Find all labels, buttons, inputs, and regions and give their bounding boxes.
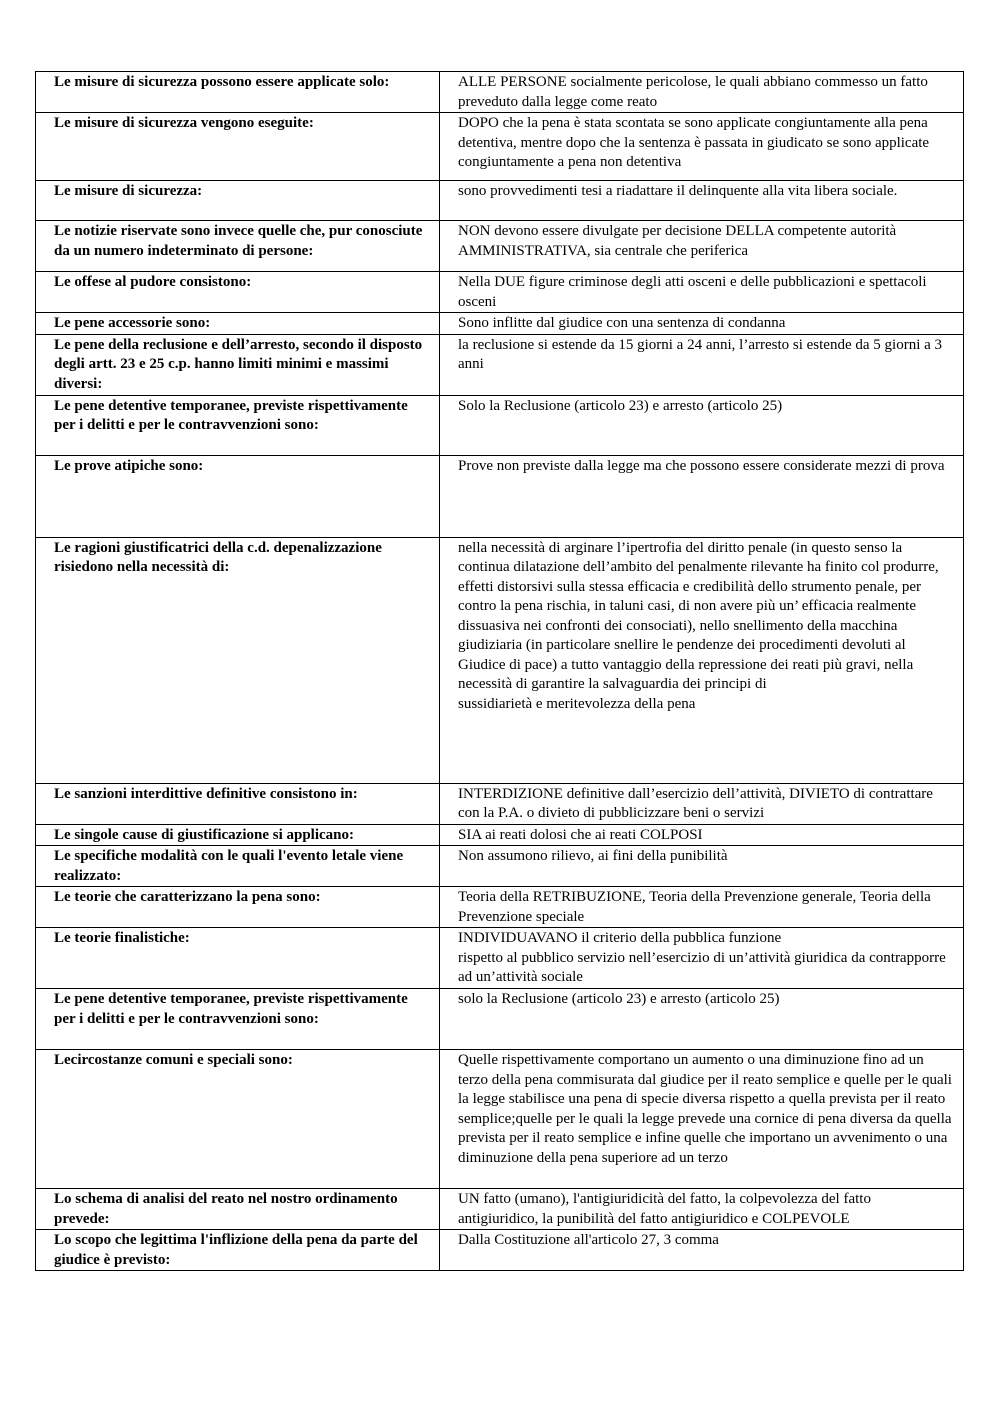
answer-cell: ALLE PERSONE socialmente pericolose, le quali abbiano commesso un fatto preveduto dalla legge come reato — [440, 72, 964, 113]
answer-cell: Prove non previste dalla legge ma che possono essere considerate mezzi di prova — [440, 455, 964, 537]
question-cell: Le pene accessorie sono: — [36, 313, 440, 335]
table-row — [36, 1050, 964, 1189]
table-row — [36, 181, 964, 221]
table-row — [36, 887, 964, 928]
question-cell: Lecircostanze comuni e speciali sono: — [36, 1050, 440, 1189]
question-cell: Le notizie riservate sono invece quelle che, pur conosciute da un numero indeterminato di persone: — [36, 221, 440, 272]
question-cell: Le prove atipiche sono: — [36, 455, 440, 537]
question-cell: Le specifiche modalità con le quali l'evento letale viene realizzato: — [36, 846, 440, 887]
table-row — [36, 113, 964, 181]
answer-cell: Quelle rispettivamente comportano un aumento o una diminuzione fino ad un terzo della pena commisurata dal giudice per il reato semplice e quelle per le quali la legge stabilisce una pena di specie diversa rispetto a quella prevista per il reato semplice;quelle per le quali la legge prevede una cornice di pena diversa da quella prevista per il reato semplice e infine quelle che importano un avvenimento o una diminuzione della pena superiore ad un terzo — [440, 1050, 964, 1189]
table-row — [36, 1189, 964, 1230]
answer-cell: Solo la Reclusione (articolo 23) e arresto (articolo 25) — [440, 395, 964, 455]
question-cell: Le sanzioni interdittive definitive consistono in: — [36, 783, 440, 824]
answer-cell: UN fatto (umano), l'antigiuridicità del fatto, la colpevolezza del fatto antigiuridico, la punibilità del fatto antigiuridico e COLPEVOLE — [440, 1189, 964, 1230]
question-cell: Le misure di sicurezza: — [36, 181, 440, 221]
answer-cell: la reclusione si estende da 15 giorni a 24 anni, l’arresto si estende da 5 giorni a 3 anni — [440, 334, 964, 395]
question-cell: Lo schema di analisi del reato nel nostro ordinamento prevede: — [36, 1189, 440, 1230]
answer-cell: nella necessità di arginare l’ipertrofia del diritto penale (in questo senso la continua dilatazione dell’ambito del penalmente rilevante ha finito col produrre, effetti distorsivi sulla stessa efficacia e credibilità dello strumento penale, per contro la pena rischia, in taluni casi, di non avere più un’ efficacia realmente dissuasiva nei confronti dei consociati), nello snellimento della macchina giudiziaria (in particolare snellire le pendenze dei procedimenti devoluti al Giudice di pace) a tutto vantaggio della repressione dei reati più gravi, nella necessità di garantire la salvaguardia dei principi di sussidiarietà e meritevolezza della pena — [440, 537, 964, 783]
table-row — [36, 72, 964, 113]
question-cell: Le pene della reclusione e dell’arresto, secondo il disposto degli artt. 23 e 25 c.p. hanno limiti minimi e massimi diversi: — [36, 334, 440, 395]
answer-cell: NON devono essere divulgate per decisione DELLA competente autorità AMMINISTRATIVA, sia centrale che periferica — [440, 221, 964, 272]
question-cell: Le teorie finalistiche: — [36, 928, 440, 989]
answer-cell: INTERDIZIONE definitive dall’esercizio dell’attività, DIVIETO di contrattare con la P.A. o divieto di pubblicizzare beni o servizi — [440, 783, 964, 824]
answer-cell: SIA ai reati dolosi che ai reati COLPOSI — [440, 824, 964, 846]
table-row — [36, 221, 964, 272]
answer-cell: Dalla Costituzione all'articolo 27, 3 comma — [440, 1230, 964, 1271]
question-cell: Le ragioni giustificatrici della c.d. depenalizzazione risiedono nella necessità di: — [36, 537, 440, 783]
table-row — [36, 783, 964, 824]
qa-table — [35, 71, 964, 1271]
question-cell: Le teorie che caratterizzano la pena sono: — [36, 887, 440, 928]
question-cell: Le misure di sicurezza vengono eseguite: — [36, 113, 440, 181]
question-cell: Le misure di sicurezza possono essere applicate solo: — [36, 72, 440, 113]
question-cell: Le singole cause di giustificazione si applicano: — [36, 824, 440, 846]
answer-cell: DOPO che la pena è stata scontata se sono applicate congiuntamente alla pena detentiva, mentre dopo che la sentenza è passata in giudicato se sono applicate congiuntamente a pena non detentiva — [440, 113, 964, 181]
answer-cell: sono provvedimenti tesi a riadattare il delinquente alla vita libera sociale. — [440, 181, 964, 221]
table-row — [36, 928, 964, 989]
question-cell: Le pene detentive temporanee, previste rispettivamente per i delitti e per le contravvenzioni sono: — [36, 395, 440, 455]
table-row — [36, 1230, 964, 1271]
table-row — [36, 537, 964, 783]
table-row — [36, 989, 964, 1050]
answer-cell: Non assumono rilievo, ai fini della punibilità — [440, 846, 964, 887]
table-row — [36, 272, 964, 313]
table-row — [36, 846, 964, 887]
table-row — [36, 455, 964, 537]
answer-cell: solo la Reclusione (articolo 23) e arresto (articolo 25) — [440, 989, 964, 1050]
question-cell: Le pene detentive temporanee, previste rispettivamente per i delitti e per le contravvenzioni sono: — [36, 989, 440, 1050]
question-cell: Le offese al pudore consistono: — [36, 272, 440, 313]
answer-cell: Sono inflitte dal giudice con una sentenza di condanna — [440, 313, 964, 335]
answer-cell: Nella DUE figure criminose degli atti osceni e delle pubblicazioni e spettacoli osceni — [440, 272, 964, 313]
table-row — [36, 395, 964, 455]
table-row — [36, 334, 964, 395]
answer-cell: INDIVIDUAVANO il criterio della pubblica funzione rispetto al pubblico servizio nell’esercizio di un’attività giuridica da contrapporre ad un’attività sociale — [440, 928, 964, 989]
answer-cell: Teoria della RETRIBUZIONE, Teoria della Prevenzione generale, Teoria della Prevenzione speciale — [440, 887, 964, 928]
table-row — [36, 313, 964, 335]
question-cell: Lo scopo che legittima l'inflizione della pena da parte del giudice è previsto: — [36, 1230, 440, 1271]
table-row — [36, 824, 964, 846]
